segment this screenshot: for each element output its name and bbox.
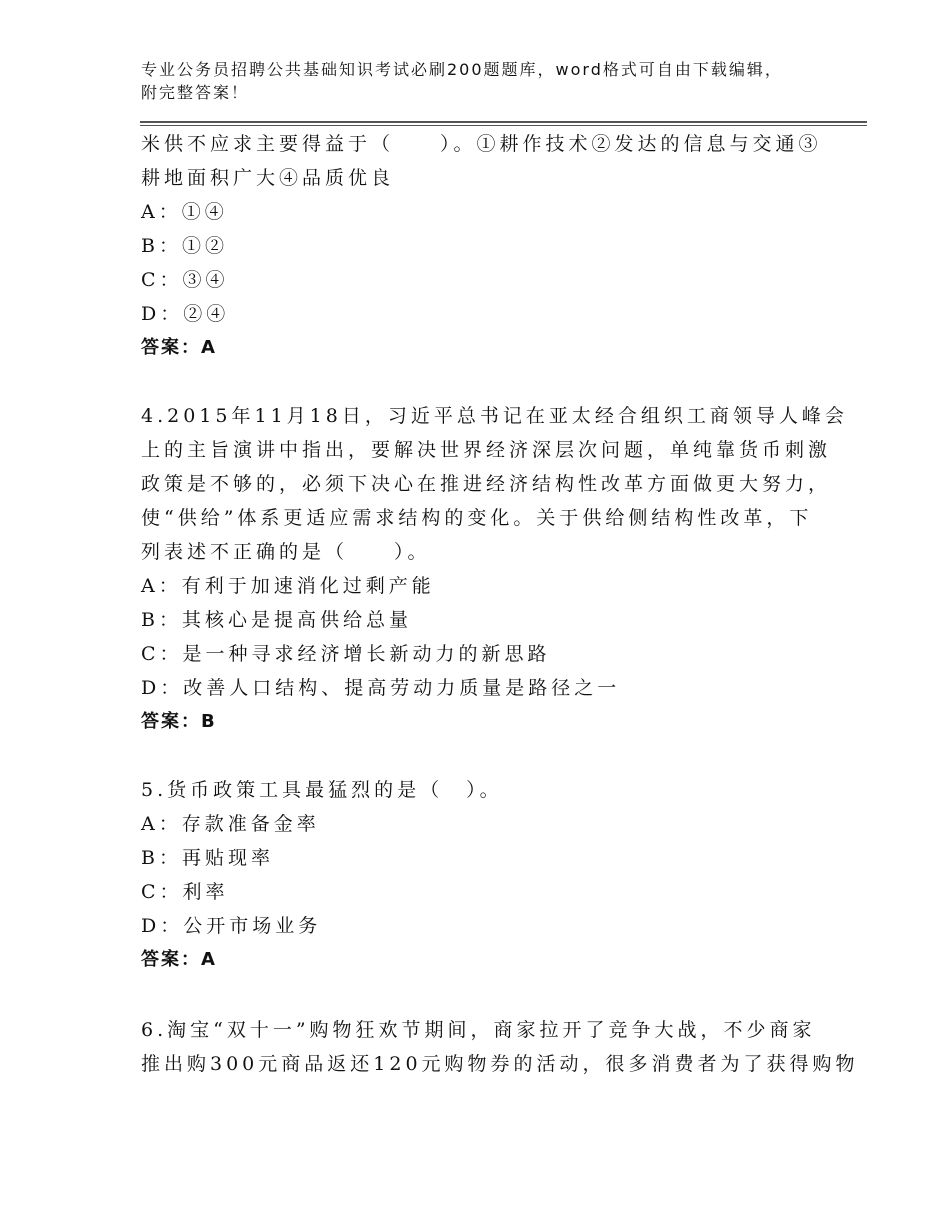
option-b: B：其核心是提高供给总量: [141, 609, 412, 631]
answer: 答案：A: [141, 949, 217, 970]
header-line: 专业公务员招聘公共基础知识考试必刷200题题库，word格式可自由下载编辑，: [141, 60, 783, 79]
question-text: 米供不应求主要得益于（ ）。①耕作技术②发达的信息与交通③: [141, 133, 822, 155]
question-text: 推出购300元商品返还120元购物券的活动，很多消费者为了获得购物: [141, 1053, 859, 1075]
document-body: [141, 127, 871, 1081]
option-c: C：利率: [141, 881, 229, 903]
option-d: D：②④: [141, 303, 230, 325]
option-c: C：是一种寻求经济增长新动力的新思路: [141, 643, 551, 665]
question-text: 6.淘宝“双十一”购物狂欢节期间，商家拉开了竞争大战，不少商家: [141, 1019, 816, 1041]
header-line: 附完整答案！: [141, 83, 250, 102]
option-a: A：①④: [141, 201, 228, 223]
option-a: A：存款准备金率: [141, 813, 320, 835]
option-d: D：改善人口结构、提高劳动力质量是路径之一: [141, 677, 621, 699]
question-block: [141, 1013, 871, 1081]
question-text: 5.货币政策工具最猛烈的是（ ）。: [141, 779, 503, 801]
question-text: 上的主旨演讲中指出，要解决世界经济深层次问题，单纯靠货币刺激: [141, 439, 832, 461]
question-text: 列表述不正确的是（ ）。: [141, 541, 431, 563]
question-text: 4.2015年11月18日，习近平总书记在亚太经合组织工商领导人峰会: [141, 405, 848, 427]
option-b: B：①②: [141, 235, 228, 257]
question-block: [141, 399, 871, 739]
option-a: A：有利于加速消化过剩产能: [141, 575, 435, 597]
option-b: B：再贴现率: [141, 847, 274, 869]
question-block: [141, 773, 871, 977]
question-text: 政策是不够的，必须下决心在推进经济结构性改革方面做更大努力，: [141, 473, 832, 495]
option-d: D：公开市场业务: [141, 915, 322, 937]
question-block: [141, 127, 871, 365]
answer: 答案：B: [141, 711, 217, 732]
question-text: 使“供给”体系更适应需求结构的变化。关于供给侧结构性改革，下: [141, 507, 813, 529]
option-c: C：③④: [141, 269, 229, 291]
answer: 答案：A: [141, 337, 217, 358]
question-text: 耕地面积广大④品质优良: [141, 167, 395, 189]
header-divider: [140, 121, 867, 126]
document-header: [141, 58, 871, 104]
